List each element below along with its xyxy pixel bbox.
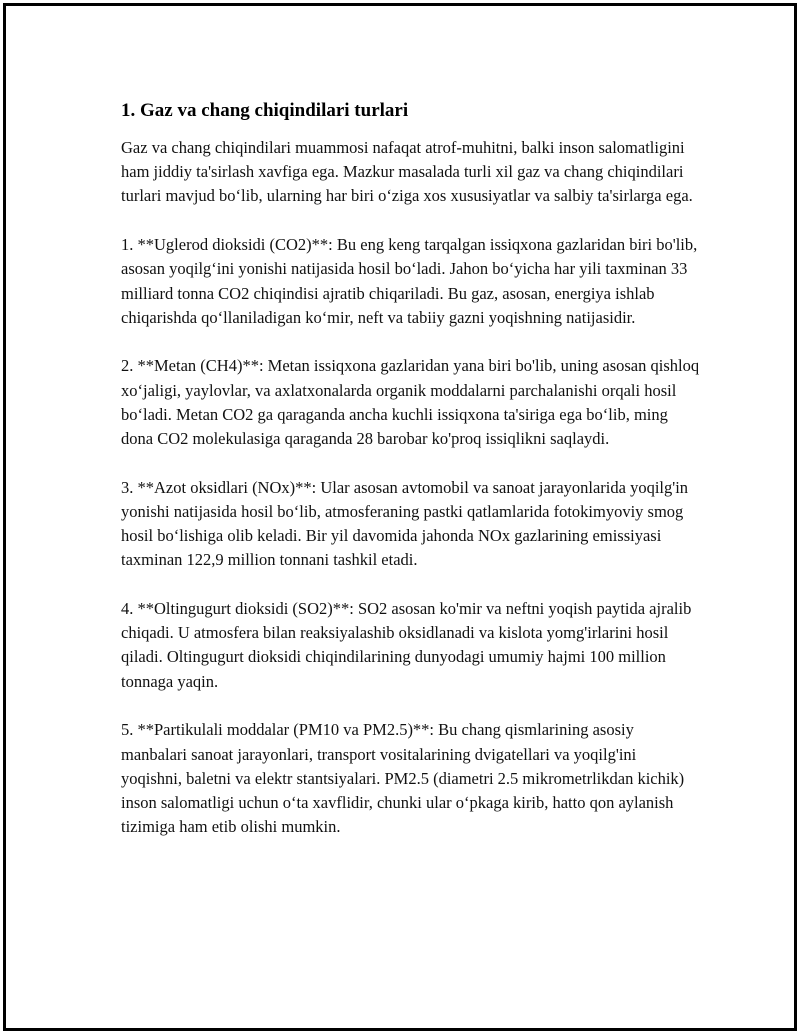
- page-frame: [3, 3, 797, 1031]
- list-item-so2: 4. **Oltingugurt dioksidi (SO2)**: SO2 asosan ko'mir va neftni yoqish paytida ajralib chiqadi. U atmosfera bilan reaksiyalashib oksidlanadi va kislota yomg'irlarini hosil qiladi. Oltingugurt dioksidi chiqindilarining dunyodagi umumiy hajmi 100 million tonnaga yaqin.: [121, 599, 692, 691]
- document-title: 1. Gaz va chang chiqindilari turlari: [121, 100, 409, 121]
- list-item-methane: 2. **Metan (CH4)**: Metan issiqxona gazlaridan yana biri bo'lib, uning asosan qishloq xo‘jaligi, yaylovlar, va axlatxonalarda organik moddalarni parchalanishi orqali hosil bo‘ladi. Metan CO2 ga qaraganda ancha kuchli issiqxona ta'siriga ega bo‘lib, ming dona CO2 molekulasiga qaraganda 28 barobar ko'proq issiqlikni saqlaydi.: [121, 356, 700, 449]
- list-item-particulates: 5. **Partikulali moddalar (PM10 va PM2.5)**: Bu chang qismlarining asosiy manbalari sanoat jarayonlari, transport vositalarining dvigatellari va yoqilg'ini yoqishni, baletni va elektr stantsiyalari. PM2.5 (diametri 2.5 mikrometrlikdan kichik) inson salomatligi uchun o‘ta xavflidir, chunki ular o‘pkaga kirib, hatto qon aylanish tizimiga ham etib olishi mumkin.: [121, 720, 685, 837]
- list-item-co2: 1. **Uglerod dioksidi (CO2)**: Bu eng keng tarqalgan issiqxona gazlaridan biri bo'lib, asosan yoqilg‘ini yonishi natijasida hosil bo‘ladi. Jahon bo‘yicha har yili taxminan 33 milliard tonna CO2 chiqindisi ajratib chiqariladi. Bu gaz, asosan, energiya ishlab chiqarishda qo‘llaniladigan ko‘mir, neft va tabiiy gazni yoqishning natijasidir.: [121, 235, 698, 327]
- list-item-nox: 3. **Azot oksidlari (NOx)**: Ular asosan avtomobil va sanoat jarayonlarida yoqilg'in yonishi natijasida hosil bo‘lib, atmosferaning pastki qatlamlarida fotokimyoviy smog hosil bo‘lishiga olib keladi. Bir yil davomida jahonda NOx gazlarining emissiyasi taxminan 122,9 million tonnani tashkil etadi.: [121, 477, 689, 570]
- document-body: [121, 98, 701, 864]
- intro-paragraph: Gaz va chang chiqindilari muammosi nafaqat atrof-muhitni, balki inson salomatligini ham jiddiy ta'sirlash xavfiga ega. Mazkur masalada turli xil gaz va chang chiqindilari turlari mavjud bo‘lib, ularning har biri o‘ziga xos xususiyatlar va salbiy ta'sirlarga ega.: [121, 138, 693, 206]
